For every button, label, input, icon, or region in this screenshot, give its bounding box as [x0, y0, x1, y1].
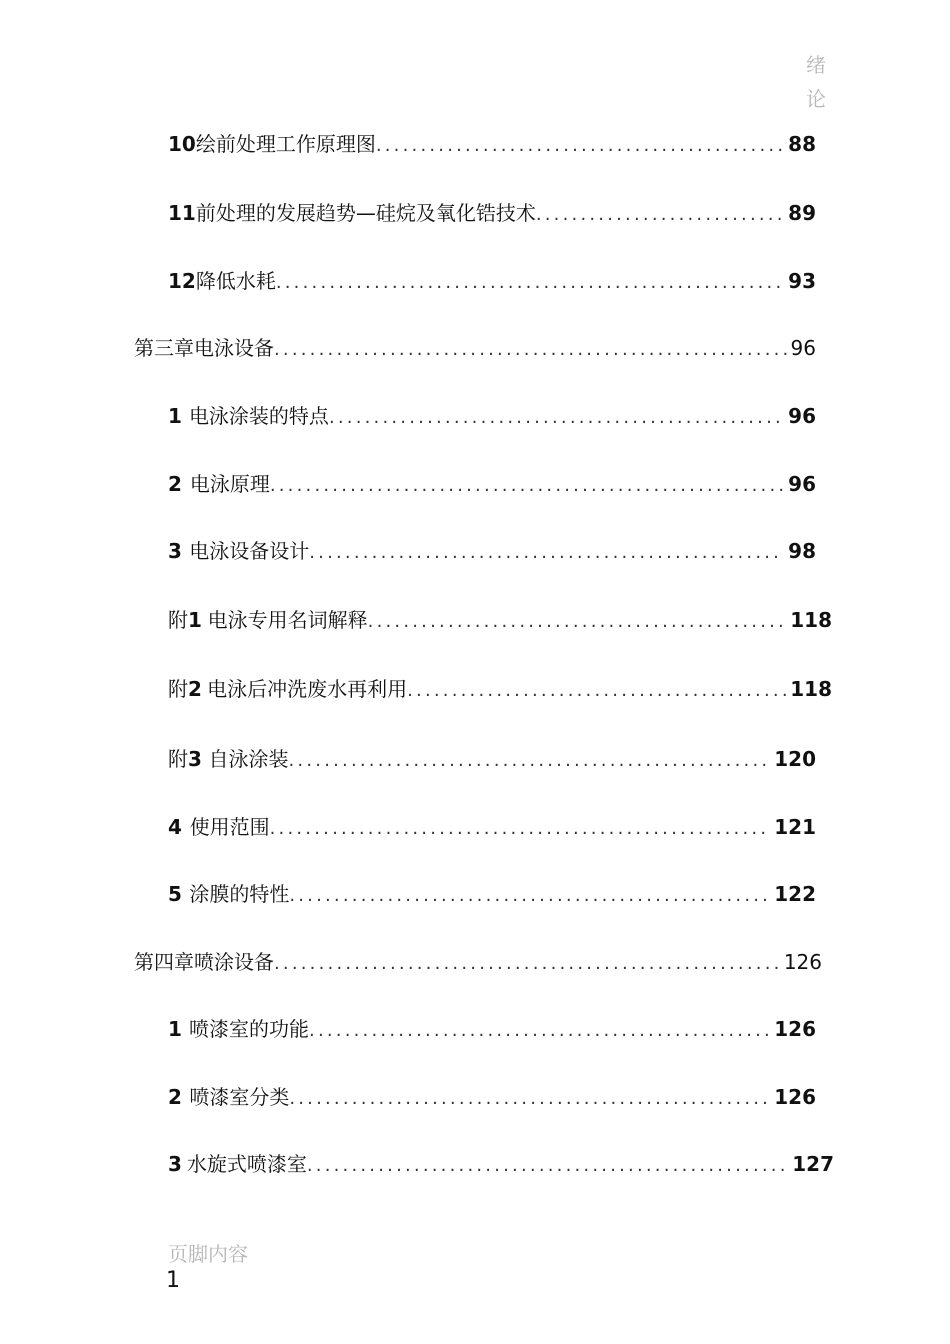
toc-entry-title: 电泳后冲洗废水再利用	[207, 677, 408, 701]
toc-entry-title: 涂膜的特性	[189, 882, 290, 906]
toc-entry-number: 1	[168, 1017, 182, 1041]
toc-entry-number: 1	[188, 608, 202, 632]
toc-leader-dots	[309, 1016, 770, 1046]
page-number: 1	[166, 1268, 180, 1293]
toc-leader-dots	[329, 403, 784, 433]
toc-appendix-entry[interactable]	[168, 674, 832, 704]
toc-entry-number: 3	[168, 539, 182, 563]
toc-entry-number: 3	[168, 1152, 182, 1176]
toc-leader-dots	[276, 268, 784, 298]
toc-entry-title: 前处理的发展趋势—硅烷及氧化锆技术	[195, 201, 536, 225]
toc-entry[interactable]	[168, 536, 816, 566]
toc-entry-title: 使用范围	[189, 815, 270, 839]
toc-entry-title: 水旋式喷漆室	[186, 1152, 307, 1176]
toc-entry-page: 98	[788, 539, 816, 563]
toc-entry-number: 12	[168, 269, 196, 293]
toc-entry[interactable]	[168, 129, 816, 159]
toc-entry-page: 126	[774, 1085, 816, 1109]
toc-entry-number: 11	[168, 201, 196, 225]
toc-entry-number: 10	[168, 132, 196, 156]
toc-entry-title: 自泳涂装	[208, 747, 289, 771]
toc-leader-dots	[289, 1084, 770, 1114]
toc-chapter-title: 第四章喷涂设备	[134, 950, 274, 974]
toc-entry-title: 电泳专用名词解释	[207, 608, 368, 632]
toc-chapter-page: 126	[783, 950, 822, 974]
toc-leader-dots	[309, 538, 784, 568]
toc-appendix-entry[interactable]	[168, 744, 816, 774]
toc-leader-dots	[368, 607, 787, 637]
toc-leader-dots	[289, 881, 770, 911]
toc-appendix-prefix: 附	[168, 608, 188, 632]
toc-entry-number: 3	[188, 747, 202, 771]
toc-entry-page: 127	[792, 1152, 834, 1176]
toc-leader-dots	[407, 676, 786, 706]
toc-entry[interactable]	[168, 198, 816, 228]
toc-leader-dots	[376, 131, 784, 161]
toc-entry[interactable]	[168, 879, 816, 909]
toc-chapter-title: 第三章电泳设备	[134, 336, 274, 360]
toc-entry[interactable]	[168, 266, 816, 296]
toc-leader-dots	[270, 471, 784, 501]
toc-entry-title: 喷漆室分类	[189, 1085, 290, 1109]
toc-leader-dots	[307, 1151, 788, 1181]
toc-entry-page: 118	[790, 608, 832, 632]
header-char: 论	[806, 87, 826, 111]
toc-chapter[interactable]	[134, 333, 816, 363]
toc-leader-dots	[274, 335, 787, 365]
toc-appendix-prefix: 附	[168, 747, 188, 771]
toc-entry-title: 绘前处理工作原理图	[195, 132, 376, 156]
toc-entry-title: 电泳涂装的特点	[188, 404, 329, 428]
toc-entry-number: 5	[168, 882, 182, 906]
toc-entry-number: 1	[168, 404, 182, 428]
toc-entry-page: 96	[788, 472, 816, 496]
toc-entry-number: 4	[168, 815, 182, 839]
toc-entry-page: 126	[774, 1017, 816, 1041]
toc-leader-dots	[274, 949, 780, 979]
toc-entry-page: 120	[774, 747, 816, 771]
toc-leader-dots	[536, 200, 784, 230]
toc-entry-page: 88	[788, 132, 816, 156]
toc-entry-page: 96	[788, 404, 816, 428]
header-char: 绪	[806, 53, 826, 77]
toc-entry-page: 122	[774, 882, 816, 906]
toc-entry-page: 121	[774, 815, 816, 839]
toc-entry-title: 电泳原理	[189, 472, 270, 496]
toc-entry-number: 2	[168, 1085, 182, 1109]
toc-entry-title: 电泳设备设计	[189, 539, 310, 563]
toc-entry-page: 118	[790, 677, 832, 701]
toc-entry[interactable]	[168, 1149, 834, 1179]
toc-entry-page: 89	[788, 201, 816, 225]
toc-entry[interactable]	[168, 812, 816, 842]
toc-entry-page: 93	[788, 269, 816, 293]
toc-entry[interactable]	[168, 401, 816, 431]
toc-appendix-entry[interactable]	[168, 605, 832, 635]
toc-entry[interactable]	[168, 1014, 816, 1044]
toc-entry-title: 降低水耗	[195, 269, 276, 293]
toc-leader-dots	[289, 746, 771, 776]
running-header	[804, 48, 828, 116]
toc-chapter[interactable]	[134, 947, 822, 977]
toc-entry[interactable]	[168, 469, 816, 499]
toc-entry-title: 喷漆室的功能	[189, 1017, 310, 1041]
toc-entry-number: 2	[168, 472, 182, 496]
toc-entry-number: 2	[188, 677, 202, 701]
toc-entry[interactable]	[168, 1082, 816, 1112]
toc-appendix-prefix: 附	[168, 677, 188, 701]
toc-leader-dots	[270, 814, 771, 844]
footer-label: 页脚内容	[168, 1242, 248, 1266]
toc-chapter-page: 96	[790, 336, 816, 360]
